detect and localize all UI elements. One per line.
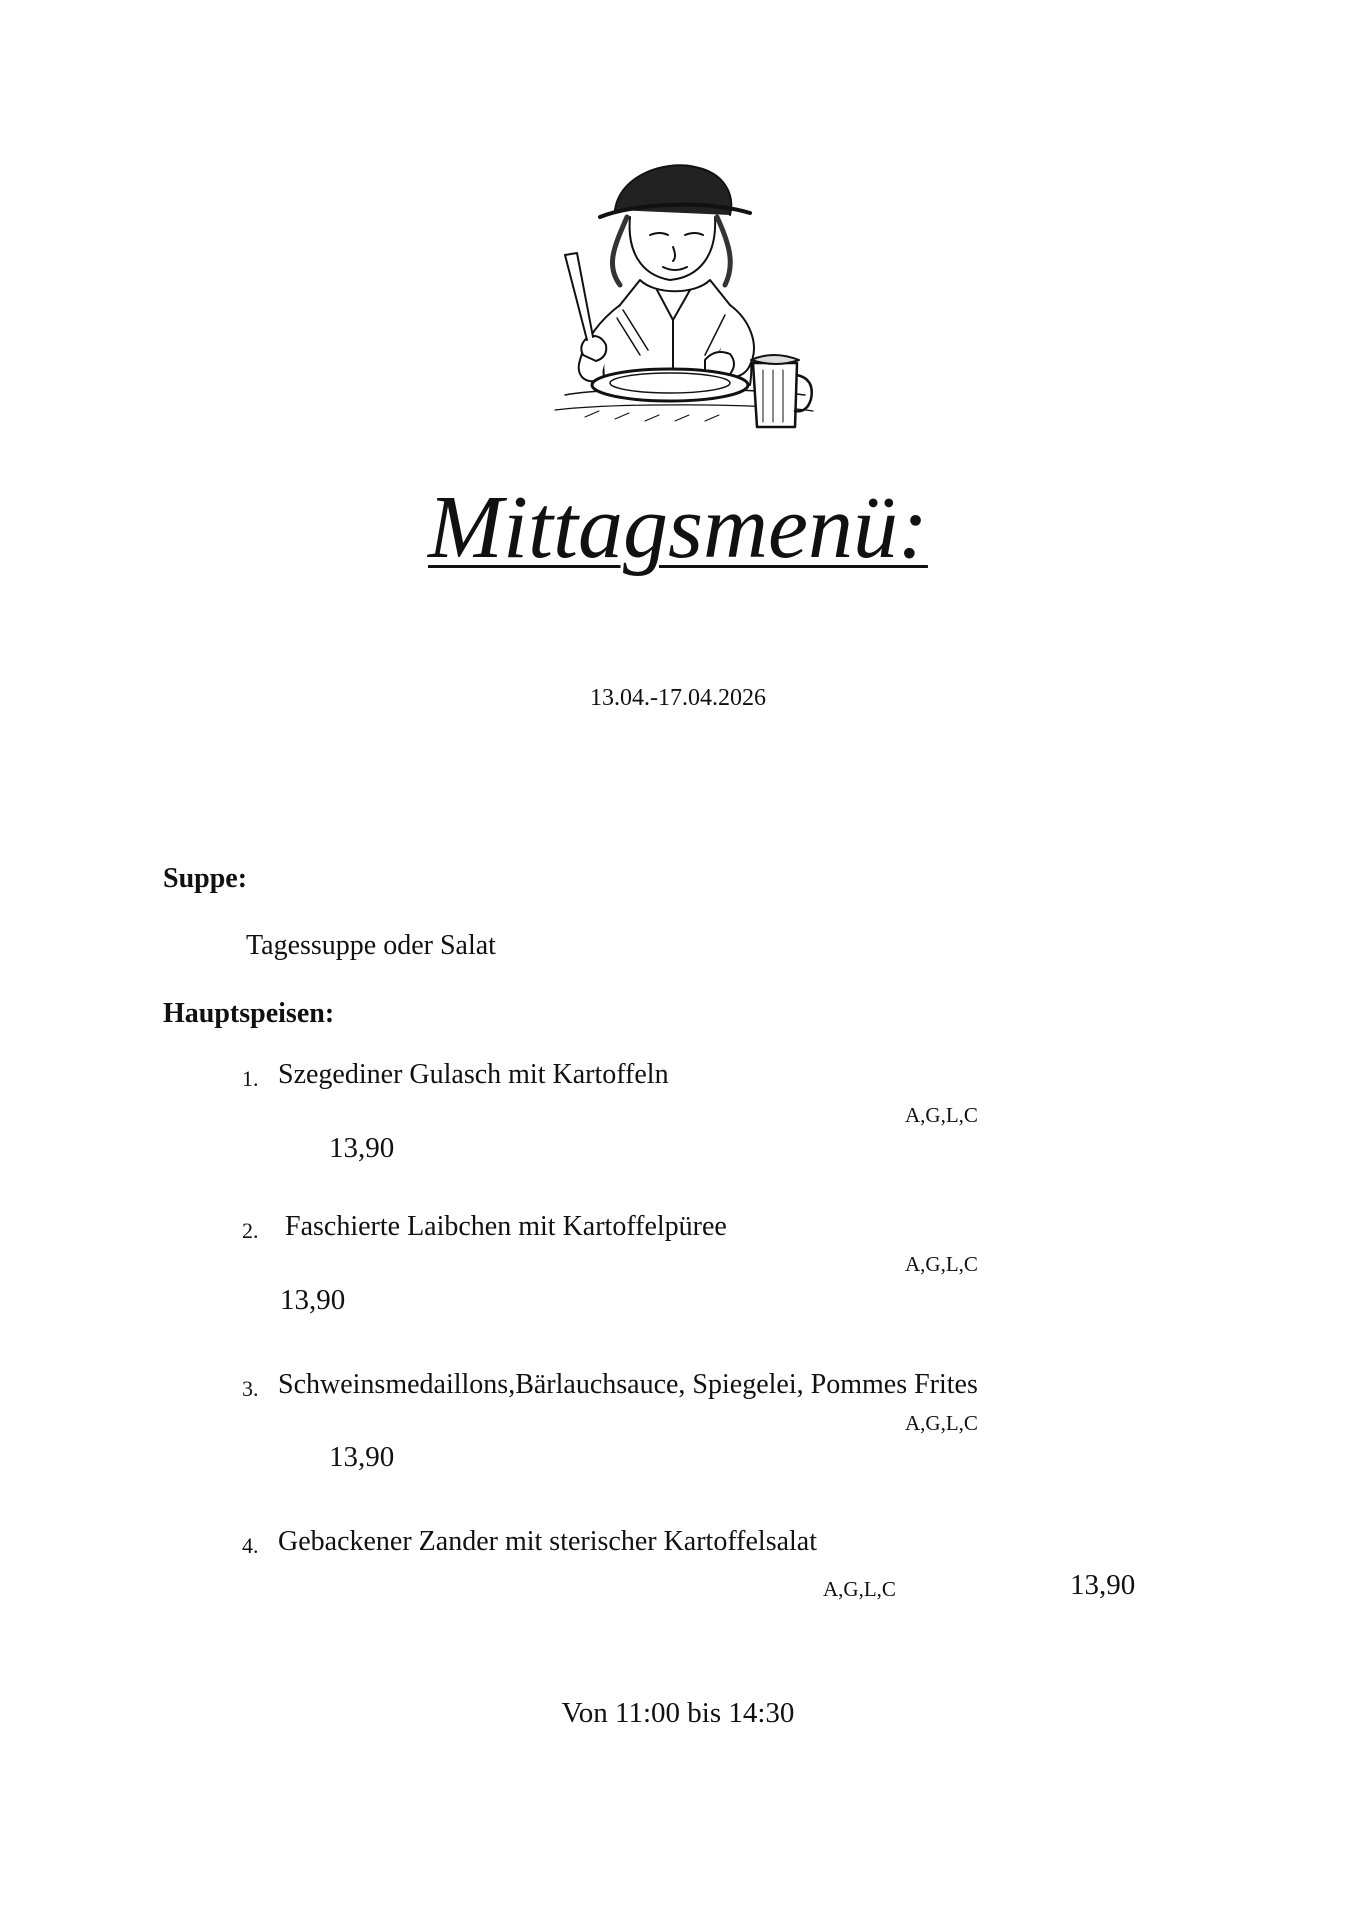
dish-price: 13,90 [329, 1132, 395, 1164]
allergen-codes: A,G,L,C [905, 1252, 978, 1276]
item-number: 1. [242, 1066, 259, 1091]
soup-heading: Suppe: [163, 863, 248, 894]
dish-name: Szegediner Gulasch mit Kartoffeln [278, 1059, 669, 1090]
date-range: 13.04.-17.04.2026 [590, 685, 766, 711]
item-number: 4. [242, 1533, 259, 1558]
allergen-codes: A,G,L,C [823, 1577, 896, 1601]
dish-name: Gebackener Zander mit sterischer Kartoffelsalat [278, 1526, 817, 1557]
dish-name: Faschierte Laibchen mit Kartoffelpüree [285, 1211, 727, 1242]
allergen-codes: A,G,L,C [905, 1411, 978, 1435]
item-number: 2. [242, 1218, 259, 1243]
mains-heading: Hauptspeisen: [163, 998, 335, 1029]
item-number: 3. [242, 1376, 259, 1401]
serving-hours: Von 11:00 bis 14:30 [561, 1697, 795, 1729]
diner-illustration [545, 155, 820, 437]
dish-price: 13,90 [280, 1284, 346, 1316]
dish-price: 13,90 [329, 1441, 395, 1473]
dish-name: Schweinsmedaillons,Bärlauchsauce, Spiegelei, Pommes Frites [278, 1369, 978, 1400]
menu-title: Mittagsmenü: [428, 478, 928, 577]
allergen-codes: A,G,L,C [905, 1103, 978, 1127]
soup-item: Tagessuppe oder Salat [246, 930, 496, 961]
dish-price: 13,90 [1070, 1569, 1136, 1601]
